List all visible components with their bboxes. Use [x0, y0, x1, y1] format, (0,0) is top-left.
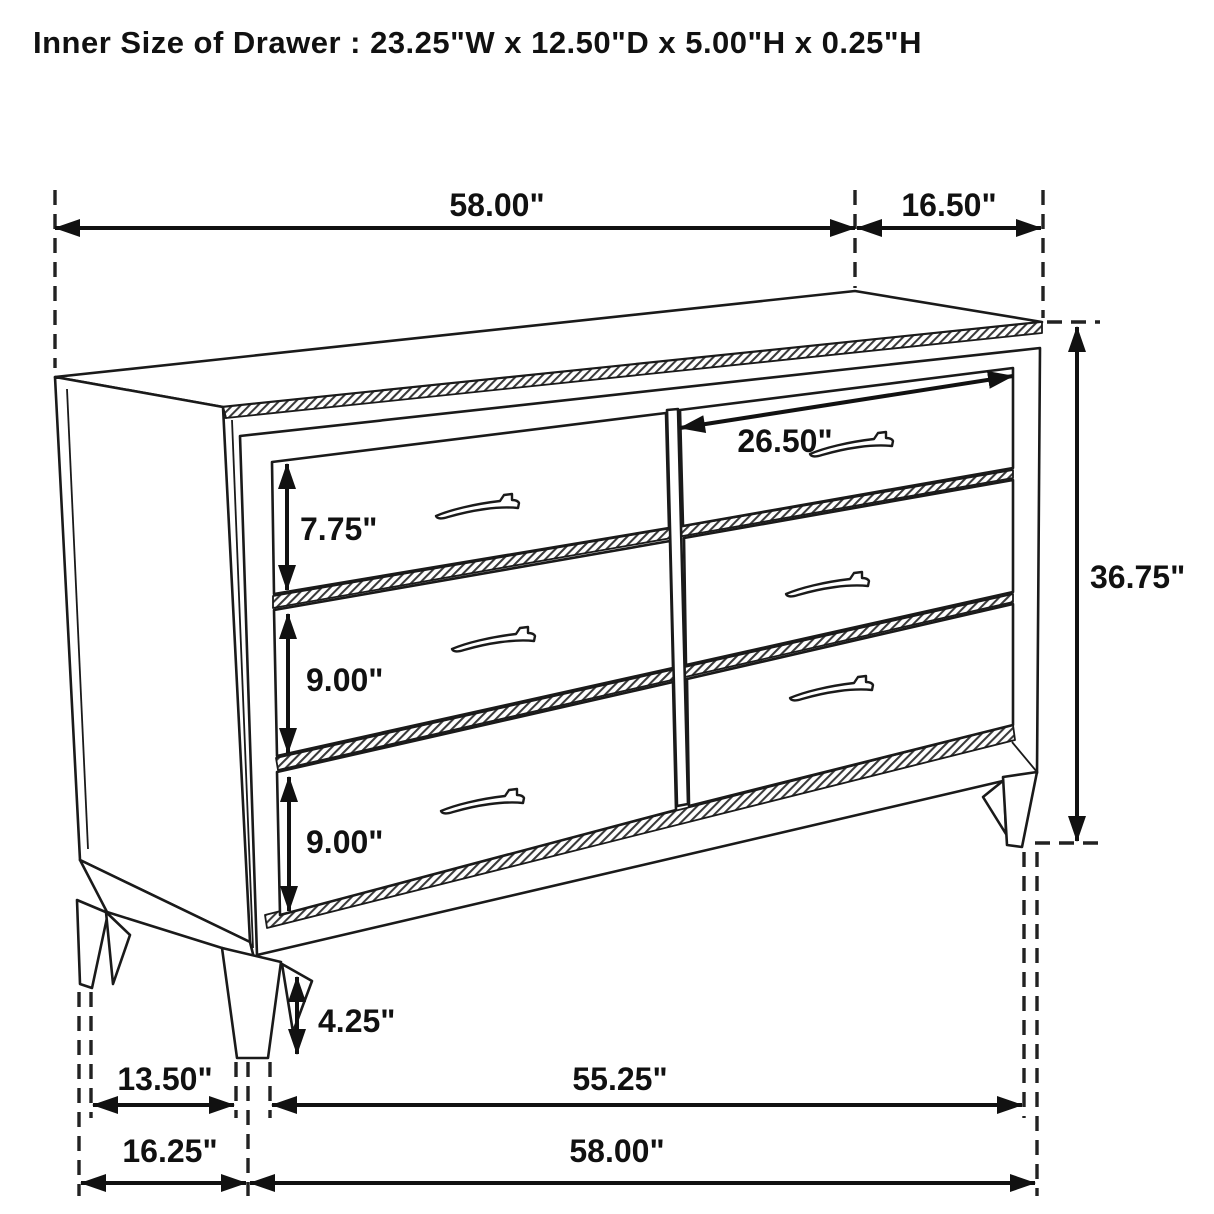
back-left-leg-bracket — [106, 912, 130, 984]
dim-overall-height — [1077, 327, 1185, 841]
dim-base-depth-inner — [93, 1061, 234, 1105]
dim-drawer-opening-width-label: 26.50" — [737, 423, 833, 459]
dim-top-depth — [857, 187, 1041, 228]
dim-leg-height — [297, 977, 395, 1054]
front-left-leg — [222, 948, 281, 1058]
dim-base-depth-outer-label: 16.25" — [122, 1133, 218, 1169]
dim-base-width-inner — [272, 1061, 1022, 1105]
dim-top-depth-label: 16.50" — [901, 187, 997, 223]
dim-base-width-inner-label: 55.25" — [572, 1061, 668, 1097]
dim-drawer-bottom-height-label: 9.00" — [306, 824, 384, 860]
dim-overall-height-label: 36.75" — [1090, 559, 1186, 595]
dim-drawer-middle-height-label: 9.00" — [306, 662, 384, 698]
dim-base-width-outer — [250, 1133, 1035, 1183]
dim-top-width-label: 58.00" — [449, 187, 545, 223]
dresser-drawing — [55, 291, 1042, 1058]
dim-drawer-top-height-label: 7.75" — [300, 511, 378, 547]
dim-base-width-outer-label: 58.00" — [569, 1133, 665, 1169]
dim-leg-height-label: 4.25" — [318, 1003, 396, 1039]
dim-base-depth-inner-label: 13.50" — [117, 1061, 213, 1097]
side-panel — [55, 377, 250, 942]
dim-top-width — [55, 187, 855, 228]
front-right-leg — [1003, 772, 1037, 847]
diagram-title: Inner Size of Drawer : 23.25"W x 12.50"D x 5.00"H x 0.25"H — [33, 25, 923, 60]
dim-base-depth-outer — [81, 1133, 246, 1183]
back-left-leg — [77, 900, 108, 988]
